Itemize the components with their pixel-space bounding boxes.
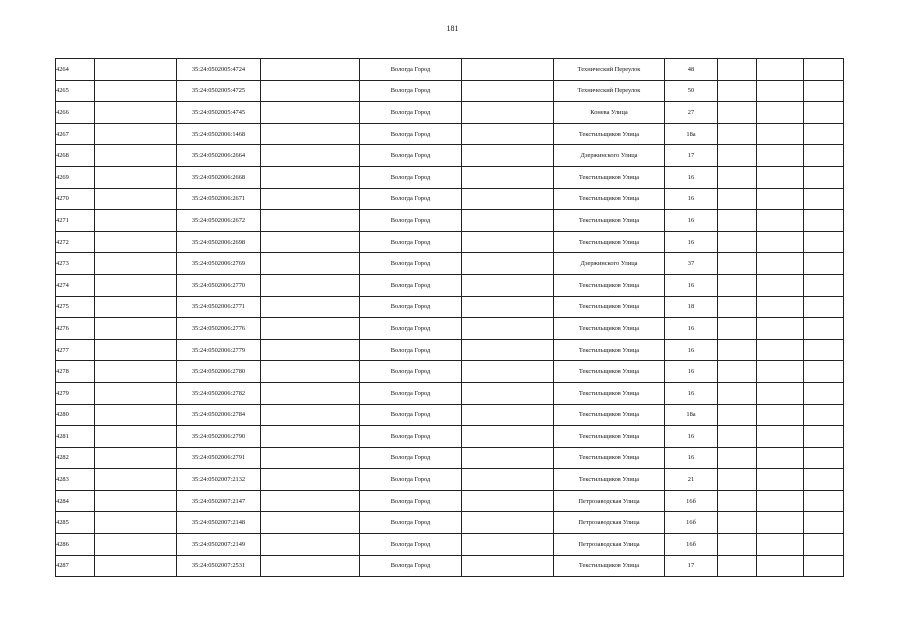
row-number-cell: 4284: [56, 490, 95, 512]
empty-cell: [757, 296, 804, 318]
row-number-cell: 4278: [56, 361, 95, 383]
cadastral-number-cell: 35:24:0502007:2149: [177, 534, 261, 556]
house-number-cell: 16: [665, 318, 718, 340]
row-number-cell: 4264: [56, 59, 95, 81]
row-number-cell: 4271: [56, 210, 95, 232]
city-cell: Вологда Город: [360, 59, 462, 81]
empty-cell: [261, 274, 360, 296]
empty-cell: [261, 318, 360, 340]
cadastral-number-cell: 35:24:0502007:2132: [177, 469, 261, 491]
empty-cell: [757, 253, 804, 275]
empty-cell: [462, 339, 554, 361]
city-cell: Вологда Город: [360, 166, 462, 188]
cadastral-number-cell: 35:24:0502007:2148: [177, 512, 261, 534]
empty-cell: [718, 534, 757, 556]
empty-cell: [261, 80, 360, 102]
page-number: 181: [446, 24, 459, 33]
empty-cell: [462, 145, 554, 167]
empty-cell: [462, 512, 554, 534]
table-row: [56, 404, 844, 426]
empty-cell: [95, 318, 177, 340]
city-cell: Вологда Город: [360, 123, 462, 145]
empty-cell: [261, 166, 360, 188]
house-number-cell: 16б: [665, 490, 718, 512]
cadastral-number-cell: 35:24:0502007:2147: [177, 490, 261, 512]
row-number-cell: 4265: [56, 80, 95, 102]
empty-cell: [757, 123, 804, 145]
house-number-cell: 16: [665, 361, 718, 383]
table-row: [56, 231, 844, 253]
empty-cell: [804, 59, 844, 81]
empty-cell: [757, 166, 804, 188]
empty-cell: [95, 231, 177, 253]
empty-cell: [718, 210, 757, 232]
empty-cell: [718, 447, 757, 469]
empty-cell: [804, 210, 844, 232]
empty-cell: [804, 555, 844, 577]
row-number-cell: 4266: [56, 102, 95, 124]
empty-cell: [462, 404, 554, 426]
row-number-cell: 4281: [56, 426, 95, 448]
street-cell: Текстильщиков Улица: [554, 361, 665, 383]
empty-cell: [718, 555, 757, 577]
cadastral-number-cell: 35:24:0502006:2770: [177, 274, 261, 296]
empty-cell: [261, 426, 360, 448]
table-row: [56, 59, 844, 81]
row-number-cell: 4270: [56, 188, 95, 210]
empty-cell: [757, 80, 804, 102]
city-cell: Вологда Город: [360, 490, 462, 512]
row-number-cell: 4282: [56, 447, 95, 469]
empty-cell: [718, 339, 757, 361]
empty-cell: [718, 102, 757, 124]
empty-cell: [804, 80, 844, 102]
table-row: [56, 296, 844, 318]
empty-cell: [462, 426, 554, 448]
house-number-cell: 16: [665, 210, 718, 232]
row-number-cell: 4279: [56, 382, 95, 404]
street-cell: Текстильщиков Улица: [554, 318, 665, 340]
empty-cell: [462, 447, 554, 469]
empty-cell: [261, 534, 360, 556]
house-number-cell: 16б: [665, 534, 718, 556]
empty-cell: [261, 469, 360, 491]
empty-cell: [718, 166, 757, 188]
empty-cell: [261, 490, 360, 512]
empty-cell: [757, 512, 804, 534]
cadastral-number-cell: 35:24:0502006:2698: [177, 231, 261, 253]
cadastral-number-cell: 35:24:0502006:2769: [177, 253, 261, 275]
city-cell: Вологда Город: [360, 404, 462, 426]
table-row: [56, 80, 844, 102]
empty-cell: [261, 145, 360, 167]
city-cell: Вологда Город: [360, 339, 462, 361]
house-number-cell: 27: [665, 102, 718, 124]
empty-cell: [261, 59, 360, 81]
cadastral-number-cell: 35:24:0502006:2790: [177, 426, 261, 448]
table-row: [56, 102, 844, 124]
empty-cell: [757, 382, 804, 404]
empty-cell: [718, 274, 757, 296]
cadastral-number-cell: 35:24:0502005:4725: [177, 80, 261, 102]
house-number-cell: 16б: [665, 512, 718, 534]
street-cell: Конева Улица: [554, 102, 665, 124]
empty-cell: [804, 166, 844, 188]
house-number-cell: 48: [665, 59, 718, 81]
empty-cell: [804, 512, 844, 534]
table-row: [56, 361, 844, 383]
empty-cell: [261, 296, 360, 318]
empty-cell: [718, 361, 757, 383]
row-number-cell: 4276: [56, 318, 95, 340]
empty-cell: [804, 102, 844, 124]
table-row: [56, 188, 844, 210]
row-number-cell: 4286: [56, 534, 95, 556]
empty-cell: [462, 188, 554, 210]
city-cell: Вологда Город: [360, 361, 462, 383]
city-cell: Вологда Город: [360, 80, 462, 102]
empty-cell: [95, 274, 177, 296]
street-cell: Петрозаводская Улица: [554, 512, 665, 534]
empty-cell: [95, 210, 177, 232]
empty-cell: [804, 404, 844, 426]
empty-cell: [261, 210, 360, 232]
street-cell: Текстильщиков Улица: [554, 166, 665, 188]
empty-cell: [95, 490, 177, 512]
empty-cell: [261, 555, 360, 577]
cadastral-number-cell: 35:24:0502007:2531: [177, 555, 261, 577]
empty-cell: [757, 534, 804, 556]
house-number-cell: 18а: [665, 404, 718, 426]
empty-cell: [462, 469, 554, 491]
table-row: [56, 512, 844, 534]
city-cell: Вологда Город: [360, 555, 462, 577]
empty-cell: [718, 145, 757, 167]
house-number-cell: 16: [665, 231, 718, 253]
empty-cell: [462, 318, 554, 340]
city-cell: Вологда Город: [360, 426, 462, 448]
empty-cell: [261, 123, 360, 145]
cadastral-number-cell: 35:24:0502006:2664: [177, 145, 261, 167]
street-cell: Текстильщиков Улица: [554, 339, 665, 361]
table-row: [56, 274, 844, 296]
empty-cell: [95, 253, 177, 275]
row-number-cell: 4272: [56, 231, 95, 253]
empty-cell: [718, 512, 757, 534]
cadastral-number-cell: 35:24:0502006:2668: [177, 166, 261, 188]
empty-cell: [95, 145, 177, 167]
empty-cell: [804, 490, 844, 512]
cadastral-number-cell: 35:24:0502006:2791: [177, 447, 261, 469]
row-number-cell: 4275: [56, 296, 95, 318]
empty-cell: [462, 490, 554, 512]
street-cell: Текстильщиков Улица: [554, 231, 665, 253]
street-cell: Технический Переулок: [554, 59, 665, 81]
empty-cell: [757, 339, 804, 361]
empty-cell: [95, 166, 177, 188]
empty-cell: [804, 123, 844, 145]
table-row: [56, 318, 844, 340]
empty-cell: [95, 59, 177, 81]
empty-cell: [804, 361, 844, 383]
empty-cell: [95, 80, 177, 102]
cadastral-number-cell: 35:24:0502006:2671: [177, 188, 261, 210]
empty-cell: [95, 447, 177, 469]
empty-cell: [718, 188, 757, 210]
empty-cell: [462, 534, 554, 556]
empty-cell: [718, 426, 757, 448]
empty-cell: [95, 296, 177, 318]
empty-cell: [804, 231, 844, 253]
row-number-cell: 4267: [56, 123, 95, 145]
cadastral-number-cell: 35:24:0502006:2776: [177, 318, 261, 340]
table-row: [56, 447, 844, 469]
row-number-cell: 4280: [56, 404, 95, 426]
house-number-cell: 17: [665, 555, 718, 577]
empty-cell: [804, 145, 844, 167]
street-cell: Текстильщиков Улица: [554, 188, 665, 210]
empty-cell: [718, 231, 757, 253]
empty-cell: [757, 318, 804, 340]
city-cell: Вологда Город: [360, 188, 462, 210]
cadastral-number-cell: 35:24:0502005:4745: [177, 102, 261, 124]
empty-cell: [261, 339, 360, 361]
empty-cell: [95, 123, 177, 145]
empty-cell: [757, 426, 804, 448]
empty-cell: [261, 102, 360, 124]
street-cell: Текстильщиков Улица: [554, 210, 665, 232]
street-cell: Текстильщиков Улица: [554, 447, 665, 469]
empty-cell: [718, 404, 757, 426]
street-cell: Текстильщиков Улица: [554, 382, 665, 404]
empty-cell: [718, 296, 757, 318]
house-number-cell: 17: [665, 145, 718, 167]
empty-cell: [462, 231, 554, 253]
house-number-cell: 50: [665, 80, 718, 102]
empty-cell: [462, 555, 554, 577]
cadastral-number-cell: 35:24:0502006:2779: [177, 339, 261, 361]
empty-cell: [718, 490, 757, 512]
empty-cell: [718, 80, 757, 102]
house-number-cell: 16: [665, 166, 718, 188]
empty-cell: [95, 404, 177, 426]
street-cell: Текстильщиков Улица: [554, 426, 665, 448]
empty-cell: [462, 59, 554, 81]
empty-cell: [804, 318, 844, 340]
house-number-cell: 16: [665, 274, 718, 296]
cadastral-number-cell: 35:24:0502006:2784: [177, 404, 261, 426]
empty-cell: [462, 166, 554, 188]
empty-cell: [757, 447, 804, 469]
cadastral-number-cell: 35:24:0502005:4724: [177, 59, 261, 81]
street-cell: Текстильщиков Улица: [554, 555, 665, 577]
row-number-cell: 4274: [56, 274, 95, 296]
empty-cell: [804, 274, 844, 296]
city-cell: Вологда Город: [360, 253, 462, 275]
empty-cell: [95, 102, 177, 124]
row-number-cell: 4283: [56, 469, 95, 491]
empty-cell: [718, 318, 757, 340]
empty-cell: [718, 382, 757, 404]
street-cell: Петрозаводская Улица: [554, 490, 665, 512]
city-cell: Вологда Город: [360, 274, 462, 296]
empty-cell: [462, 296, 554, 318]
empty-cell: [261, 382, 360, 404]
city-cell: Вологда Город: [360, 318, 462, 340]
empty-cell: [95, 361, 177, 383]
city-cell: Вологда Город: [360, 145, 462, 167]
empty-cell: [804, 253, 844, 275]
empty-cell: [804, 339, 844, 361]
empty-cell: [804, 469, 844, 491]
empty-cell: [804, 382, 844, 404]
city-cell: Вологда Город: [360, 469, 462, 491]
table-row: [56, 490, 844, 512]
empty-cell: [757, 102, 804, 124]
empty-cell: [261, 231, 360, 253]
city-cell: Вологда Город: [360, 102, 462, 124]
empty-cell: [757, 555, 804, 577]
empty-cell: [261, 447, 360, 469]
empty-cell: [95, 188, 177, 210]
registry-table-body: [56, 59, 844, 577]
empty-cell: [718, 469, 757, 491]
street-cell: Дзержинского Улица: [554, 253, 665, 275]
empty-cell: [95, 382, 177, 404]
row-number-cell: 4287: [56, 555, 95, 577]
street-cell: Текстильщиков Улица: [554, 296, 665, 318]
house-number-cell: 21: [665, 469, 718, 491]
empty-cell: [95, 534, 177, 556]
empty-cell: [804, 447, 844, 469]
city-cell: Вологда Город: [360, 382, 462, 404]
table-row: [56, 469, 844, 491]
empty-cell: [718, 59, 757, 81]
cadastral-number-cell: 35:24:0502006:2782: [177, 382, 261, 404]
empty-cell: [261, 404, 360, 426]
table-row: [56, 123, 844, 145]
empty-cell: [462, 274, 554, 296]
house-number-cell: 37: [665, 253, 718, 275]
table-row: [56, 426, 844, 448]
table-row: [56, 382, 844, 404]
street-cell: Петрозаводская Улица: [554, 534, 665, 556]
table-row: [56, 253, 844, 275]
empty-cell: [757, 469, 804, 491]
empty-cell: [804, 426, 844, 448]
cadastral-number-cell: 35:24:0502006:2780: [177, 361, 261, 383]
cadastral-number-cell: 35:24:0502006:1468: [177, 123, 261, 145]
empty-cell: [95, 426, 177, 448]
empty-cell: [95, 339, 177, 361]
empty-cell: [261, 512, 360, 534]
city-cell: Вологда Город: [360, 512, 462, 534]
empty-cell: [95, 469, 177, 491]
empty-cell: [757, 490, 804, 512]
empty-cell: [757, 59, 804, 81]
empty-cell: [462, 253, 554, 275]
empty-cell: [718, 123, 757, 145]
empty-cell: [757, 145, 804, 167]
city-cell: Вологда Город: [360, 296, 462, 318]
cadastral-number-cell: 35:24:0502006:2771: [177, 296, 261, 318]
empty-cell: [261, 253, 360, 275]
street-cell: Технический Переулок: [554, 80, 665, 102]
street-cell: Текстильщиков Улица: [554, 123, 665, 145]
empty-cell: [462, 123, 554, 145]
house-number-cell: 16: [665, 339, 718, 361]
city-cell: Вологда Город: [360, 231, 462, 253]
cadastral-number-cell: 35:24:0502006:2672: [177, 210, 261, 232]
house-number-cell: 18: [665, 296, 718, 318]
empty-cell: [757, 274, 804, 296]
table-row: [56, 145, 844, 167]
empty-cell: [95, 555, 177, 577]
empty-cell: [462, 80, 554, 102]
street-cell: Текстильщиков Улица: [554, 404, 665, 426]
empty-cell: [95, 512, 177, 534]
registry-table: [55, 58, 844, 577]
house-number-cell: 18а: [665, 123, 718, 145]
empty-cell: [804, 534, 844, 556]
empty-cell: [757, 404, 804, 426]
empty-cell: [718, 253, 757, 275]
row-number-cell: 4269: [56, 166, 95, 188]
city-cell: Вологда Город: [360, 534, 462, 556]
row-number-cell: 4285: [56, 512, 95, 534]
empty-cell: [804, 296, 844, 318]
empty-cell: [757, 210, 804, 232]
street-cell: Дзержинского Улица: [554, 145, 665, 167]
empty-cell: [261, 188, 360, 210]
row-number-cell: 4273: [56, 253, 95, 275]
empty-cell: [462, 210, 554, 232]
table-row: [56, 339, 844, 361]
house-number-cell: 16: [665, 426, 718, 448]
empty-cell: [804, 188, 844, 210]
row-number-cell: 4268: [56, 145, 95, 167]
house-number-cell: 16: [665, 382, 718, 404]
empty-cell: [261, 361, 360, 383]
table-row: [56, 166, 844, 188]
house-number-cell: 16: [665, 188, 718, 210]
house-number-cell: 16: [665, 447, 718, 469]
city-cell: Вологда Город: [360, 447, 462, 469]
empty-cell: [757, 361, 804, 383]
table-row: [56, 555, 844, 577]
street-cell: Текстильщиков Улица: [554, 274, 665, 296]
empty-cell: [462, 102, 554, 124]
empty-cell: [757, 231, 804, 253]
street-cell: Текстильщиков Улица: [554, 469, 665, 491]
table-row: [56, 210, 844, 232]
city-cell: Вологда Город: [360, 210, 462, 232]
empty-cell: [462, 382, 554, 404]
empty-cell: [757, 188, 804, 210]
empty-cell: [462, 361, 554, 383]
row-number-cell: 4277: [56, 339, 95, 361]
table-row: [56, 534, 844, 556]
